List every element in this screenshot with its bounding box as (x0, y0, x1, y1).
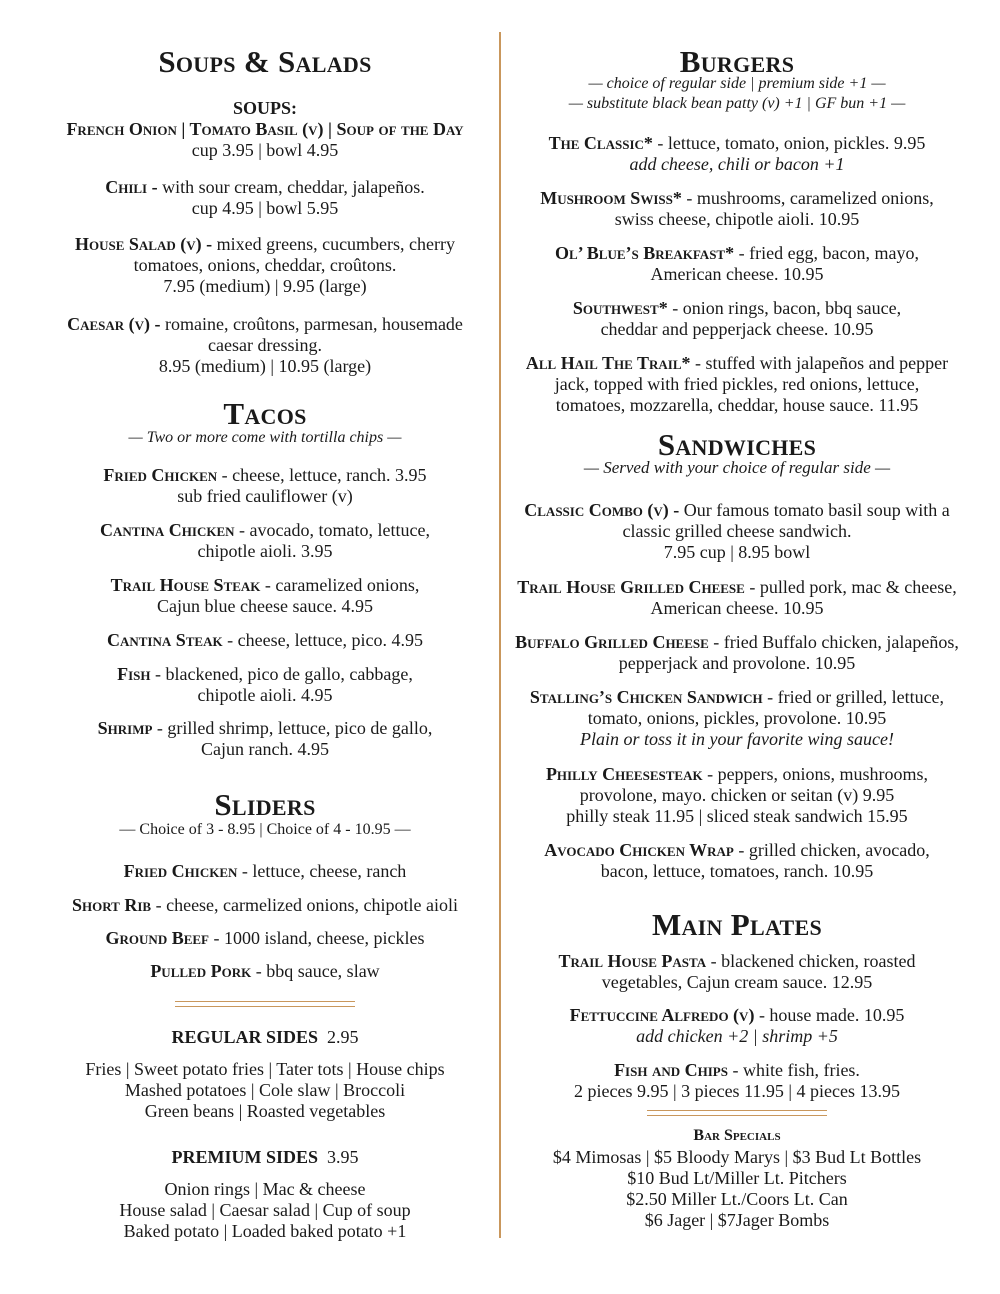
item-desc: - house made. 10.95 (754, 1005, 905, 1025)
sides-line: Green beans | Roasted vegetables (144, 1101, 386, 1121)
sides-line: Baked potato | Loaded baked potato +1 (123, 1221, 407, 1241)
sides-line: Mashed potatoes | Cole slaw | Broccoli (124, 1080, 406, 1100)
soups-price: cup 3.95 | bowl 4.95 (191, 140, 339, 160)
menu-item-philly-cheesesteak (506, 764, 968, 827)
ornamental-rule (175, 1001, 355, 1007)
item-line: chipotle aioli. 3.95 (197, 541, 333, 561)
menu-item-mushroom-swiss (506, 188, 968, 230)
item-line: classic grilled cheese sandwich. (622, 521, 852, 541)
item-line: cup 4.95 | bowl 5.95 (191, 198, 339, 218)
sides-line: House salad | Caesar salad | Cup of soup (119, 1200, 411, 1220)
menu-item-caesar (40, 314, 490, 377)
menu-item-fettuccine-alfredo (506, 1005, 968, 1047)
item-name: Ground Beef (105, 928, 210, 948)
item-name: Chili - (105, 177, 158, 197)
item-name: Classic Combo (v) - (524, 500, 680, 520)
item-desc: - lettuce, tomato, onion, pickles. 9.95 (652, 133, 926, 153)
item-line: American cheese. 10.95 (650, 264, 824, 284)
item-line: Plain or toss it in your favorite wing sauce! (580, 729, 894, 749)
item-line: pepperjack and provolone. 10.95 (618, 653, 856, 673)
menu-item-shrimp-taco (40, 718, 490, 760)
item-line: 7.95 (medium) | 9.95 (large) (163, 276, 367, 296)
item-name: Short Rib (72, 895, 152, 915)
item-name: Pulled Pork (150, 961, 252, 981)
item-line: add chicken +2 | shrimp +5 (636, 1026, 838, 1046)
item-name: Trail House Pasta (558, 951, 707, 971)
soups-heading: SOUPS: (232, 98, 297, 118)
item-name: Fettuccine Alfredo (v) (569, 1005, 755, 1025)
item-name: Trail House Steak (110, 575, 261, 595)
item-desc: - caramelized onions, (260, 575, 420, 595)
regular-sides-heading (40, 1027, 490, 1048)
item-desc: - fried egg, bacon, mayo, (734, 243, 920, 263)
sandwiches-subtitle: — Served with your choice of regular side — (583, 458, 891, 477)
item-desc: - grilled shrimp, lettuce, pico de gallo, (152, 718, 433, 738)
item-line: swiss cheese, chipotle aioli. 10.95 (614, 209, 860, 229)
section-title-soups-salads: Soups & Salads (158, 44, 372, 79)
item-desc: - pulled pork, mac & cheese, (744, 577, 957, 597)
item-desc: - cheese, carmelized onions, chipotle aioli (151, 895, 458, 915)
menu-item-fish-taco (40, 664, 490, 706)
item-name: Fried Chicken (123, 861, 238, 881)
menu-item-ground-beef (40, 928, 490, 949)
item-desc: - blackened, pico de gallo, cabbage, (150, 664, 413, 684)
item-desc: - 1000 island, cheese, pickles (209, 928, 425, 948)
item-desc: with sour cream, cheddar, jalapeños. (157, 177, 425, 197)
item-line: add cheese, chili or bacon +1 (629, 154, 845, 174)
menu-item-classic-combo (506, 500, 968, 563)
section-title-burgers: Burgers (679, 44, 795, 79)
premium-sides-heading (40, 1147, 490, 1168)
item-name: Stalling’s Chicken Sandwich (529, 687, 763, 707)
menu-item-buffalo-grilled-cheese (506, 632, 968, 674)
regular-sides-list (40, 1059, 490, 1122)
premium-sides-label: PREMIUM SIDES (171, 1147, 318, 1167)
item-line: 2 pieces 9.95 | 3 pieces 11.95 | 4 pieces 13.95 (574, 1081, 900, 1101)
item-name: Avocado Chicken Wrap (544, 840, 734, 860)
menu-item-cantina-chicken (40, 520, 490, 562)
item-name: The Classic* (548, 133, 653, 153)
item-desc: - cheese, lettuce, pico. 4.95 (222, 630, 424, 650)
item-desc: - avocado, tomato, lettuce, (234, 520, 430, 540)
soups-list: French Onion | Tomato Basil (v) | Soup of the Day (66, 119, 464, 139)
menu-item-fish-and-chips (506, 1060, 968, 1102)
item-desc: - blackened chicken, roasted (706, 951, 916, 971)
burgers-subtitle-1: — choice of regular side | premium side +1 — (588, 75, 886, 92)
item-name: Fish (117, 664, 151, 684)
soups-block (40, 98, 490, 161)
item-name: Buffalo Grilled Cheese (515, 632, 709, 652)
menu-item-southwest (506, 298, 968, 340)
item-desc: - lettuce, cheese, ranch (237, 861, 407, 881)
bar-specials-list (506, 1147, 968, 1231)
menu-item-fried-chicken-taco (40, 465, 490, 507)
ornamental-rule (647, 1110, 827, 1116)
premium-sides-list (40, 1179, 490, 1242)
item-desc: - bbq sauce, slaw (251, 961, 380, 981)
item-name: Philly Cheesesteak (545, 764, 703, 784)
menu-item-short-rib (40, 895, 490, 916)
item-line: tomato, onions, pickles, provolone. 10.95 (587, 708, 887, 728)
item-line: Cajun blue cheese sauce. 4.95 (157, 596, 373, 616)
item-name: Cantina Chicken (100, 520, 235, 540)
item-line: cheddar and pepperjack cheese. 10.95 (600, 319, 874, 339)
premium-sides-price: 3.95 (327, 1147, 359, 1167)
menu-item-trail-house-grilled-cheese (506, 577, 968, 619)
menu-item-all-hail-the-trail (506, 353, 968, 416)
item-line: chipotle aioli. 4.95 (197, 685, 333, 705)
bar-specials-label: Bar Specials (693, 1127, 781, 1144)
item-line: vegetables, Cajun cream sauce. 12.95 (601, 972, 873, 992)
item-line: philly steak 11.95 | sliced steak sandwich 15.95 (566, 806, 908, 826)
item-name: Southwest* (572, 298, 668, 318)
bar-specials-heading (506, 1126, 968, 1146)
menu-item-chili (40, 177, 490, 219)
regular-sides-label: REGULAR SIDES (171, 1027, 319, 1047)
item-name: Caesar (v) - (67, 314, 161, 334)
item-line: sub fried cauliflower (v) (177, 486, 353, 506)
item-line: tomatoes, onions, cheddar, croûtons. (133, 255, 397, 275)
menu-item-pulled-pork (40, 961, 490, 982)
item-desc: - fried Buffalo chicken, jalapeños, (708, 632, 959, 652)
item-desc: Our famous tomato basil soup with a (679, 500, 950, 520)
item-line: Cajun ranch. 4.95 (201, 739, 329, 759)
item-desc: - mushrooms, caramelized onions, (681, 188, 934, 208)
bar-special-line: $4 Mimosas | $5 Bloody Marys | $3 Bud Lt Bottles (552, 1147, 922, 1167)
item-name: Cantina Steak (106, 630, 223, 650)
item-name: Shrimp (97, 718, 153, 738)
item-line: jack, topped with fried pickles, red onions, lettuce, (554, 374, 920, 394)
item-name: Trail House Grilled Cheese (517, 577, 745, 597)
item-line: tomatoes, mozzarella, cheddar, house sauce. 11.95 (555, 395, 919, 415)
item-name: Fried Chicken (103, 465, 218, 485)
item-desc: mixed greens, cucumbers, cherry (212, 234, 456, 254)
item-desc: - grilled chicken, avocado, (733, 840, 930, 860)
item-name: House Salad (v) - (74, 234, 213, 254)
item-desc: - white fish, fries. (727, 1060, 860, 1080)
burgers-subtitle-2: — substitute black bean patty (v) +1 | GF bun +1 — (568, 95, 906, 112)
item-desc: romaine, croûtons, parmesan, housemade (160, 314, 463, 334)
section-title-main-plates: Main Plates (651, 907, 823, 942)
menu-item-avocado-chicken-wrap (506, 840, 968, 882)
menu-item-trail-house-steak (40, 575, 490, 617)
bar-special-line: $2.50 Miller Lt./Coors Lt. Can (626, 1189, 848, 1209)
item-line: bacon, lettuce, tomatoes, ranch. 10.95 (600, 861, 874, 881)
item-line: 7.95 cup | 8.95 bowl (663, 542, 811, 562)
section-title-tacos: Tacos (223, 396, 307, 431)
menu-item-house-salad (40, 234, 490, 297)
menu-item-the-classic (506, 133, 968, 175)
section-title-sandwiches: Sandwiches (657, 427, 817, 462)
item-name: Fish and Chips (614, 1060, 728, 1080)
item-line: American cheese. 10.95 (650, 598, 824, 618)
menu-item-stallings-chicken (506, 687, 968, 750)
item-desc: - cheese, lettuce, ranch. 3.95 (217, 465, 427, 485)
item-line: 8.95 (medium) | 10.95 (large) (158, 356, 372, 376)
item-desc: - onion rings, bacon, bbq sauce, (667, 298, 902, 318)
item-name: Ol’ Blue’s Breakfast* (554, 243, 735, 263)
bar-special-line: $10 Bud Lt/Miller Lt. Pitchers (627, 1168, 847, 1188)
item-name: Mushroom Swiss* (540, 188, 682, 208)
item-line: provolone, mayo. chicken or seitan (v) 9.95 (579, 785, 895, 805)
item-line: caesar dressing. (208, 335, 322, 355)
item-desc: - stuffed with jalapeños and pepper (690, 353, 949, 373)
menu-item-ol-blues-breakfast (506, 243, 968, 285)
sliders-subtitle: — Choice of 3 - 8.95 | Choice of 4 - 10.95 — (119, 821, 411, 838)
sides-line: Onion rings | Mac & cheese (164, 1179, 366, 1199)
sides-line: Fries | Sweet potato fries | Tater tots | House chips (85, 1059, 445, 1079)
bar-special-line: $6 Jager | $7Jager Bombs (644, 1210, 830, 1230)
item-desc: - peppers, onions, mushrooms, (702, 764, 929, 784)
item-name: All Hail The Trail* (525, 353, 691, 373)
section-title-sliders: Sliders (214, 787, 316, 822)
menu-item-fried-chicken-slider (40, 861, 490, 882)
column-divider (499, 32, 501, 1238)
menu-item-trail-house-pasta (506, 951, 968, 993)
tacos-subtitle: — Two or more come with tortilla chips — (128, 429, 402, 446)
item-desc: - fried or grilled, lettuce, (762, 687, 945, 707)
menu-item-cantina-steak (40, 630, 490, 651)
regular-sides-price: 2.95 (327, 1027, 359, 1047)
